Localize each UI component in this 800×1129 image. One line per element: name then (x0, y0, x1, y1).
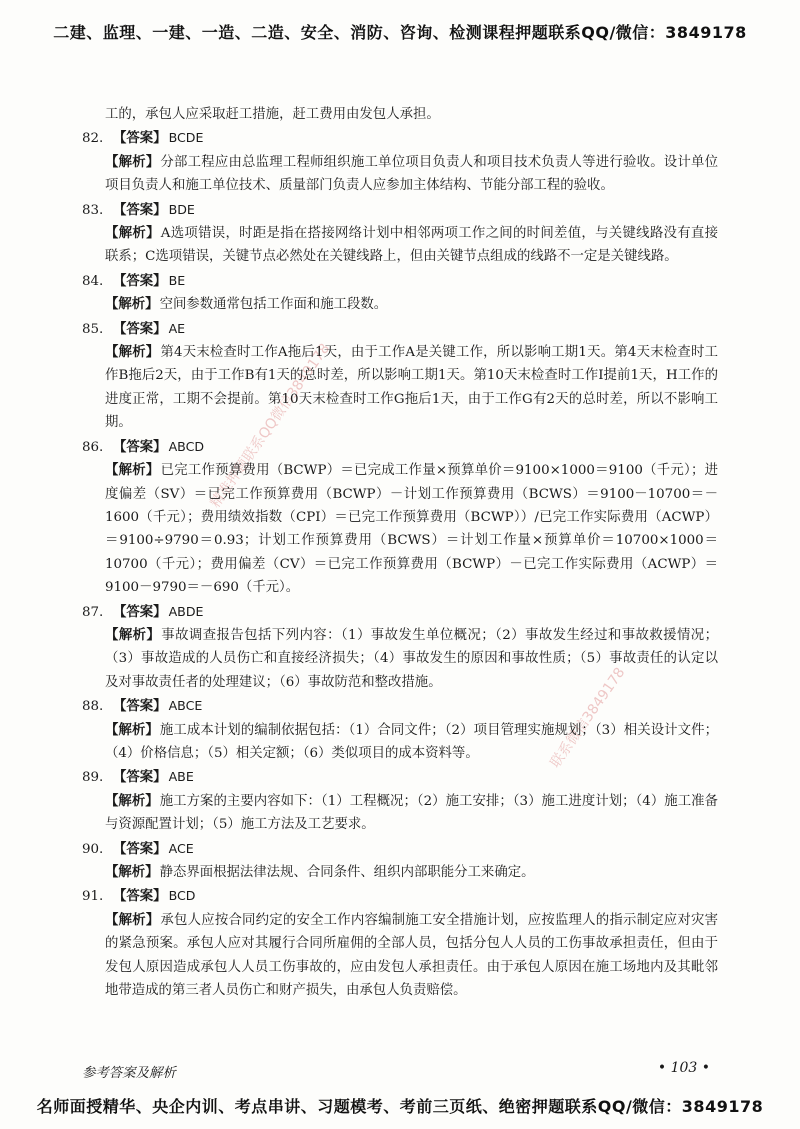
answer-line (82, 837, 718, 861)
question-number: 84. (82, 273, 104, 289)
answer-line (82, 765, 718, 789)
answer-item (82, 600, 718, 695)
question-number: 88. (82, 699, 104, 715)
answer-line (82, 884, 718, 908)
answer-item (82, 317, 718, 435)
question-number: 90. (82, 841, 104, 857)
item-list (82, 126, 718, 1002)
answer-value: ABDE (168, 603, 204, 619)
answer-tag: 【答案】 (113, 438, 167, 455)
footer-banner: 名师面授精华、央企内训、考点串讲、习题模考、考前三页纸、绝密押题联系QQ/微信：3849178 (36, 1097, 764, 1116)
answer-line (82, 600, 718, 624)
continuation-text: 工的，承包人应采取赶工措施，赶工费用由发包人承担。 (105, 107, 440, 122)
analysis-text: A选项错误，时距是指在搭接网络计划中相邻两项工作之间的时间差值，与关键线路没有直接联系；C选项错误，关键节点必然处在关键线路上，但由关键节点组成的线路不一定是关键线路。 (105, 226, 719, 265)
question-number: 86. (82, 439, 104, 455)
analysis-text: 承包人应按合同约定的安全工作内容编制施工安全措施计划，应按监理人的指示制定应对灾害的紧急预案。承包人应对其履行合同所雇佣的全部人员，包括分包人人员的工伤事故承担责任，但由于发包人原因造成承包人人员工伤事故的，应由发包人承担责任。由于承包人原因在施工场地内及其毗邻地带造成的第三者人员伤亡和财产损失，由承包人负责赔偿。 (105, 912, 718, 999)
answer-value: ABCD (168, 438, 205, 454)
analysis-text: 施工方案的主要内容如下：（1）工程概况；（2）施工安排；（3）施工进度计划；（4）施工准备与资源配置计划；（5）施工方法及工艺要求。 (105, 793, 719, 833)
watermark: 联系微信3849178 (547, 664, 629, 771)
analysis-paragraph (82, 293, 718, 316)
analysis-paragraph (82, 624, 718, 694)
answer-tag: 【答案】 (113, 201, 167, 218)
answer-item (82, 765, 718, 836)
analysis-paragraph (82, 341, 718, 435)
analysis-paragraph (82, 222, 718, 269)
answer-item (82, 198, 718, 269)
analysis-tag: 【解析】 (105, 911, 160, 928)
answer-item (82, 884, 718, 1002)
answer-tag: 【答案】 (113, 130, 167, 147)
answer-value: ACE (168, 840, 194, 856)
answer-line (82, 198, 718, 222)
answer-tag: 【答案】 (113, 272, 167, 289)
answer-value: BCDE (168, 130, 204, 146)
answer-tag: 【答案】 (113, 603, 167, 620)
answer-tag: 【答案】 (113, 840, 167, 857)
answer-item (82, 269, 718, 317)
analysis-tag: 【解析】 (105, 225, 160, 242)
answer-tag: 【答案】 (113, 698, 167, 715)
analysis-text: 分部工程应由总监理工程师组织施工单位项目负责人和项目技术负责人等进行验收。设计单位项目负责人和施工单位技术、质量部门负责人应参加主体结构、节能分部工程的验收。 (105, 154, 718, 194)
analysis-tag: 【解析】 (105, 296, 159, 313)
analysis-text: 第4天末检查时工作A拖后1天，由于工作A是关键工作，所以影响工期1天。第4天末检查时工作B拖后2天，由于工作B有1天的总时差，所以影响工期1天。第10天末检查时工作I提前1天，H工作的进度正常，工期不会提前。第10天末检查时工作G拖后1天，由于工作G有2天的总时差，所以不影响工期。 (105, 345, 719, 431)
answer-tag: 【答案】 (113, 888, 167, 905)
analysis-paragraph (82, 861, 718, 884)
question-number: 85. (82, 321, 104, 337)
answer-value: ABE (168, 769, 194, 785)
answer-line (82, 435, 718, 459)
analysis-tag: 【解析】 (105, 864, 159, 880)
answer-tag: 【答案】 (113, 320, 167, 337)
analysis-text: 事故调查报告包括下列内容：（1）事故发生单位概况；（2）事故发生经过和事故救援情况；（3）事故造成的人员伤亡和直接经济损失；（4）事故发生的原因和事故性质；（5）事故责任的认定以及对事故责任者的处理建议；（6）事故防范和整改措施。 (105, 627, 719, 690)
answer-line (82, 126, 718, 150)
analysis-text: 施工成本计划的编制依据包括：（1）合同文件；（2）项目管理实施规划；（3）相关设计文件；（4）价格信息；（5）相关定额；（6）类似项目的成本资料等。 (105, 722, 718, 761)
question-number: 87. (82, 604, 104, 620)
question-number: 83. (82, 202, 104, 218)
answer-item (82, 837, 718, 885)
analysis-tag: 【解析】 (105, 153, 160, 170)
header-banner: 二建、监理、一建、一造、二造、安全、消防、咨询、检测课程押题联系QQ/微信：3849178 (53, 23, 747, 42)
question-number: 82. (82, 131, 104, 147)
analysis-tag: 【解析】 (105, 721, 159, 738)
analysis-tag: 【解析】 (105, 462, 160, 479)
analysis-paragraph (82, 151, 718, 198)
answer-explanations (82, 103, 718, 1002)
footer-section-title: 参考答案及解析 (82, 1066, 176, 1081)
answer-item (82, 126, 718, 197)
answer-value: BCD (168, 888, 196, 904)
analysis-tag: 【解析】 (105, 792, 159, 809)
watermark: 精准押题联系QQ微信3849178 (207, 340, 334, 511)
question-number: 91. (82, 889, 104, 905)
analysis-paragraph (82, 909, 718, 1003)
answer-tag: 【答案】 (113, 769, 167, 786)
answer-item (82, 694, 718, 765)
analysis-paragraph (82, 790, 718, 837)
answer-line (82, 694, 718, 718)
answer-line (82, 269, 718, 293)
question-number: 89. (82, 770, 104, 786)
page-number: • 103 • (657, 1060, 710, 1076)
analysis-tag: 【解析】 (105, 344, 160, 361)
analysis-text: 空间参数通常包括工作面和施工段数。 (159, 297, 388, 313)
answer-item (82, 435, 718, 600)
analysis-text: 静态界面根据法律法规、合同条件、组织内部职能分工来确定。 (159, 865, 535, 880)
answer-value: AE (168, 320, 186, 336)
answer-line (82, 317, 718, 341)
analysis-paragraph (82, 719, 718, 766)
analysis-tag: 【解析】 (105, 626, 161, 643)
answer-value: BE (168, 272, 186, 288)
answer-value: BDE (168, 201, 195, 217)
analysis-paragraph (82, 459, 718, 599)
answer-value: ABCE (168, 698, 203, 714)
analysis-text: 已完工作预算费用（BCWP）＝已完成工作量×预算单价＝9100×1000＝9100（千元）；进度偏差（SV）＝已完工作预算费用（BCWP）－计划工作预算费用（BCWS）＝9100－10700＝－1600（千元）；费用绩效指数（CPI）＝已完工作预算费用（BCWP））/已完工作实际费用（ACWP）＝9100÷9790＝0.93；计划工作预算费用（BCWS）＝计划工作量×预算单价＝10700×1000＝10700（千元）；费用偏差（CV）＝已完工作预算费用（BCWP）－已完工作实际费用（ACWP）＝9100－9790＝－690（千元）。 (105, 463, 718, 596)
